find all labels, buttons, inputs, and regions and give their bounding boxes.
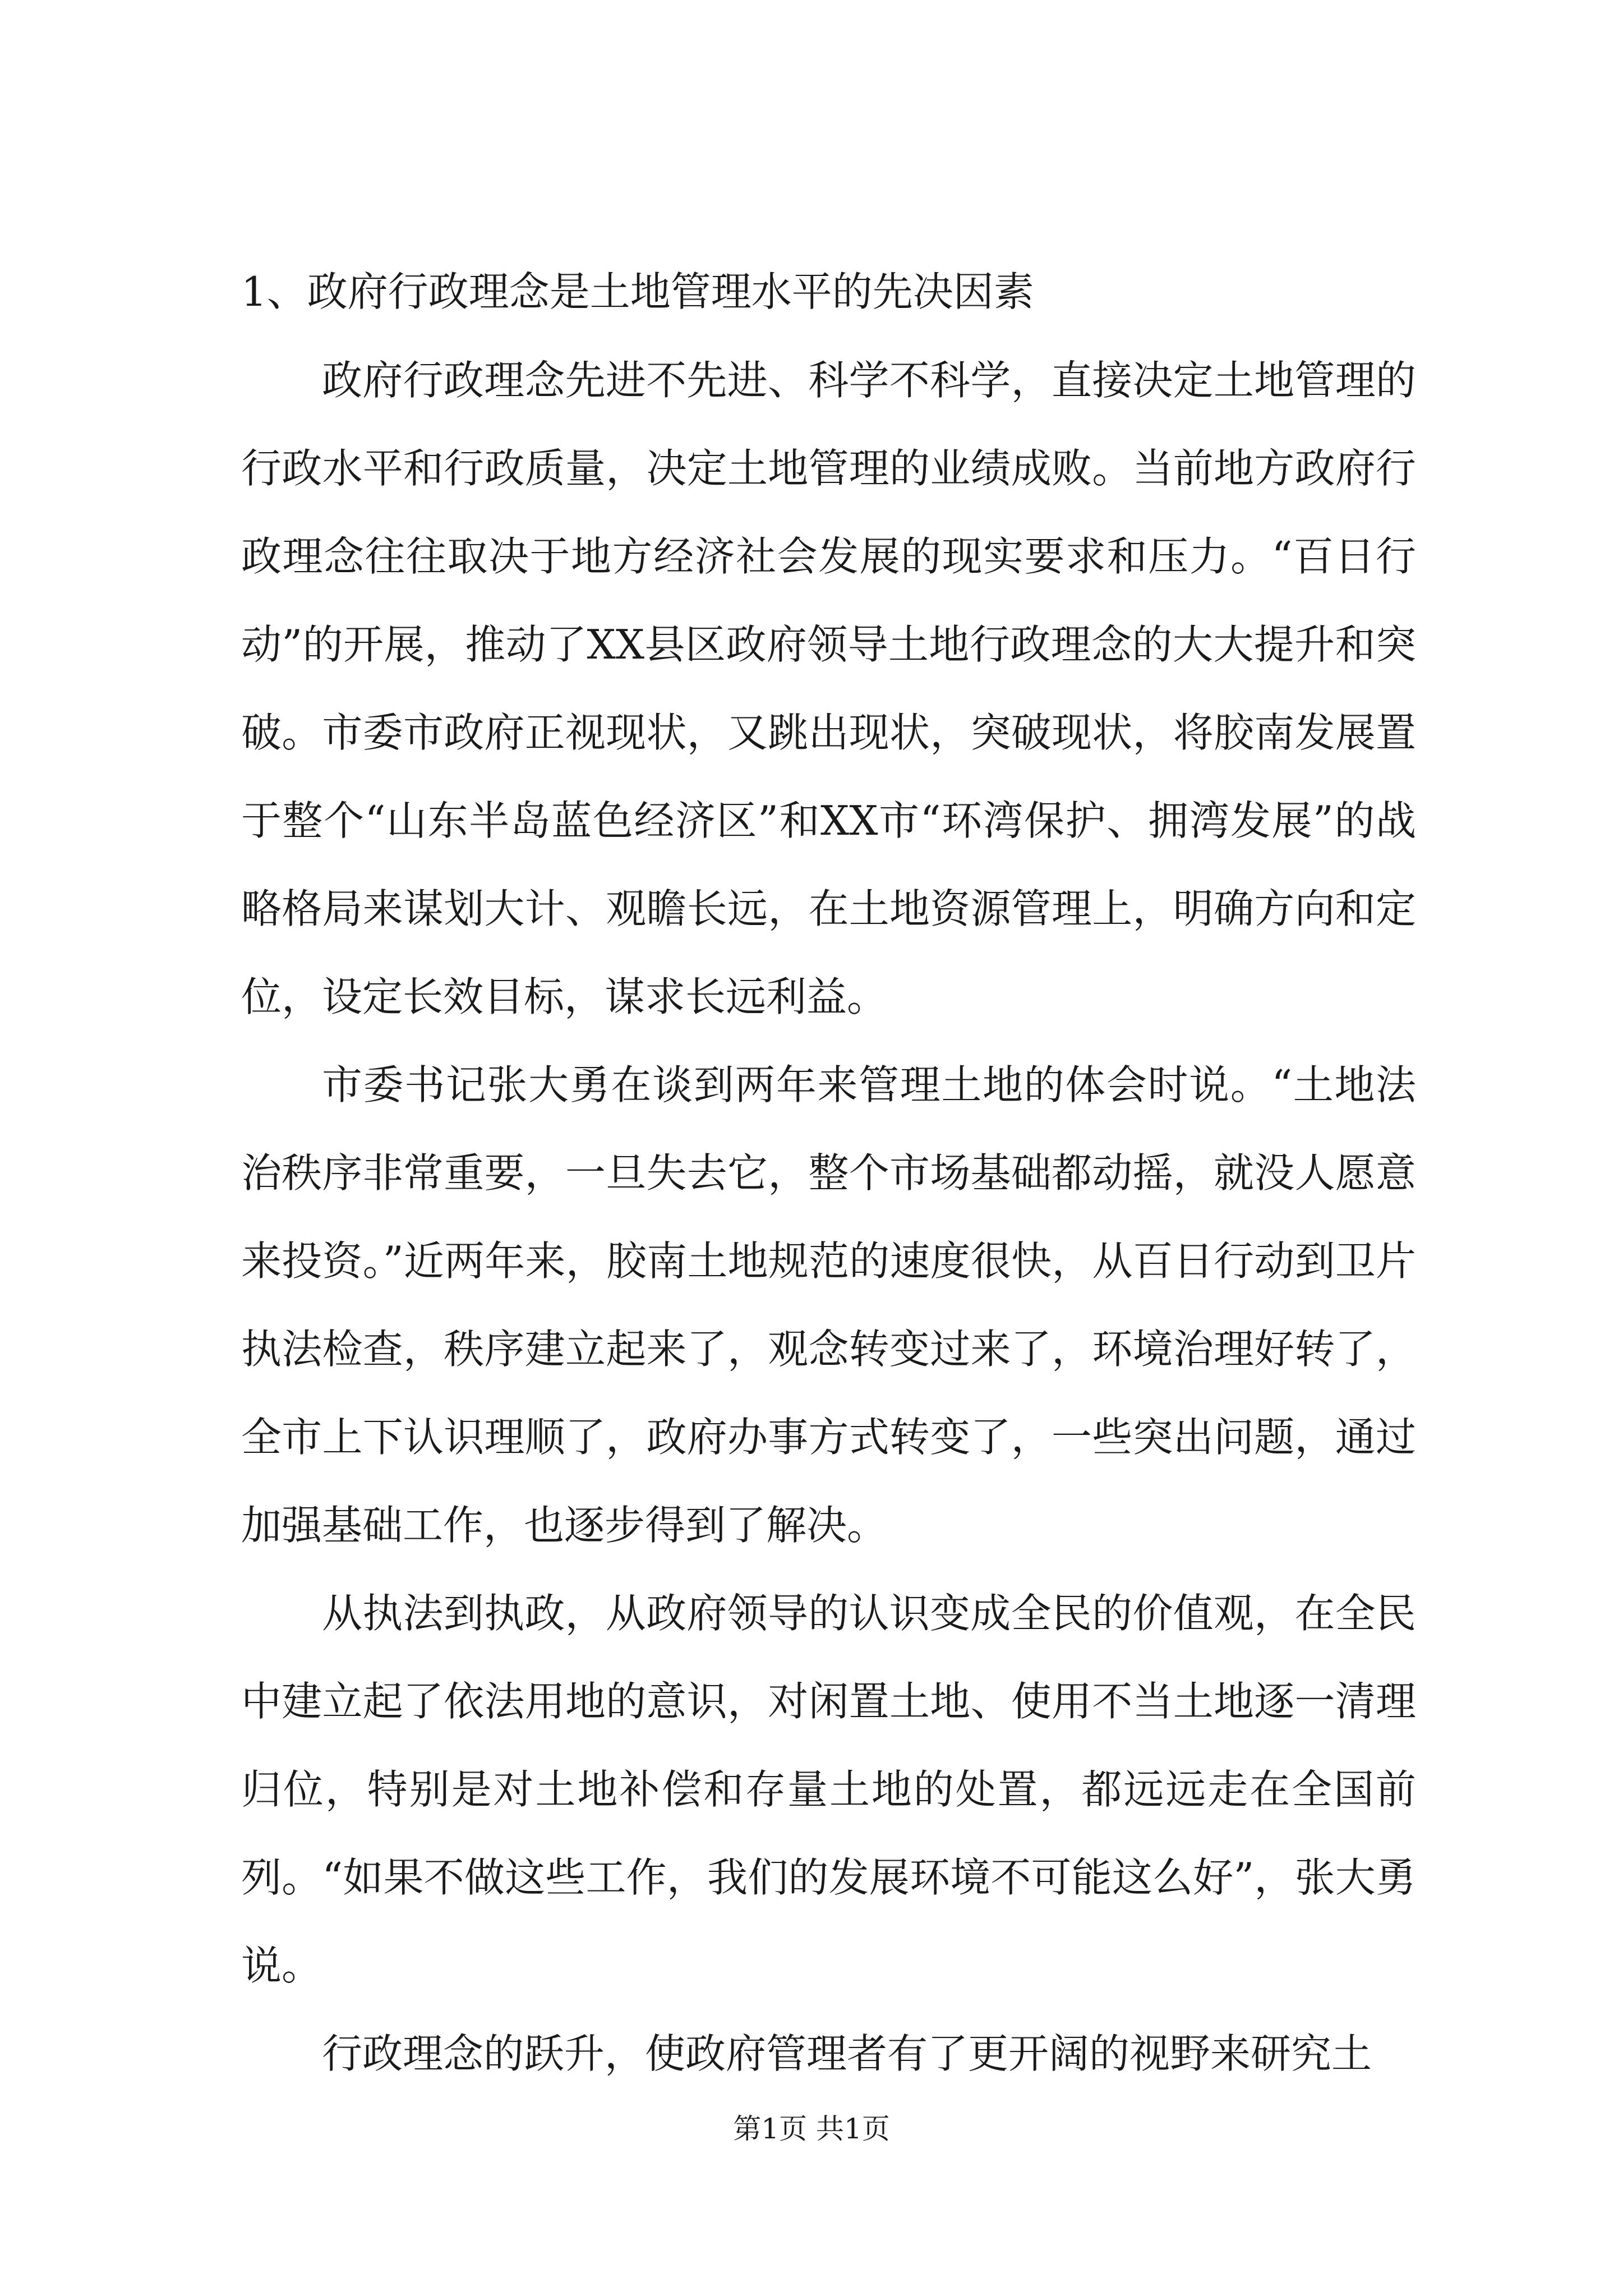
document-body (241, 264, 1416, 2098)
paragraph-4: 行政理念的跃升，使政府管理者有了更开阔的视野来研究土 (322, 2030, 1372, 2077)
paragraph-1: 政府行政理念先进不先进、科学不科学，直接决定土地管理的行政水平和行政质量，决定土地管理的业绩成败。当前地方政府行政理念往往取决于地方经济社会发展的现实要求和压力。“百日行动”的开展，推动了XX县区政府领导土地行政理念的大大提升和突破。市委市政府正视现状，又跳出现状，突破现状，将胶南发展置于整个“山东半岛蓝色经济区”和XX市“环湾保护、拥湾发展”的战略格局来谋划大计、观瞻长远，在土地资源管理上，明确方向和定位，设定长效目标，谋求长远利益。 (241, 357, 1416, 1020)
paragraph-2: 市委书记张大勇在谈到两年来管理土地的体会时说。“土地法治秩序非常重要，一旦失去它，整个市场基础都动摇，就没人愿意来投资。”近两年来，胶南土地规范的速度很快，从百日行动到卫片执法检查，秩序建立起来了，观念转变过来了，环境治理好转了，全市上下认识理顺了，政府办事方式转变了，一些突出问题，通过加强基础工作，也逐步得到了解决。 (241, 1061, 1416, 1549)
paragraph-3: 从执法到执政，从政府领导的认识变成全民的价值观，在全民中建立起了依法用地的意识，对闲置土地、使用不当土地逐一清理归位，特别是对土地补偿和存量土地的处置，都远远走在全国前列。“如果不做这些工作，我们的发展环境不可能这么好”，张大勇说。 (241, 1590, 1416, 1989)
page-footer: 第1页 共1页 (733, 2113, 890, 2145)
section-heading: 1、政府行政理念是土地管理水平的先决因素 (241, 268, 1034, 315)
